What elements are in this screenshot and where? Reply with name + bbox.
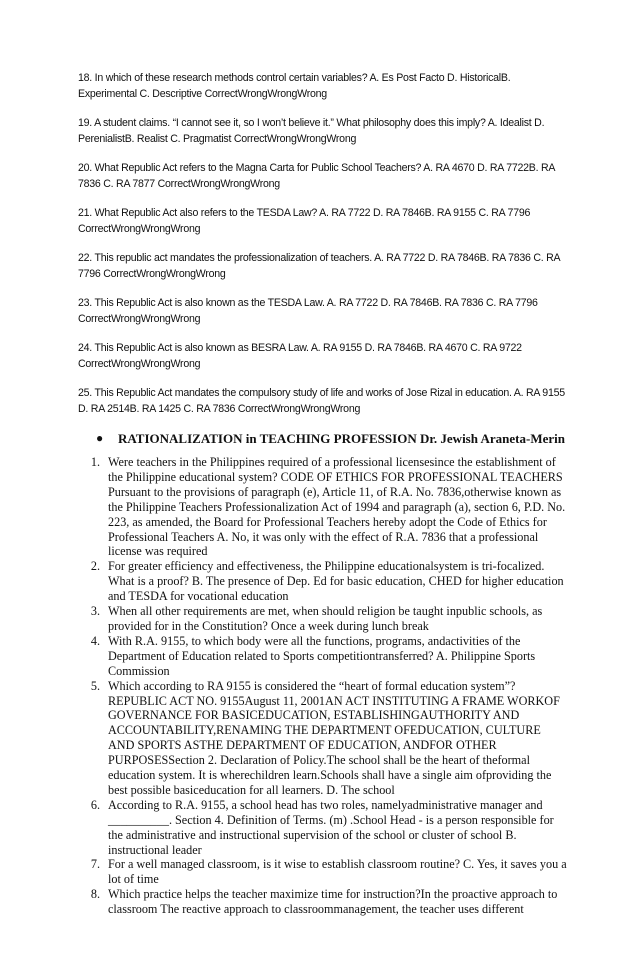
question-20: 20. What Republic Act refers to the Magna Carta for Public School Teachers? A. RA 4670 D. RA 7722B. RA 7836 C. RA 7877 CorrectWrongWrongWrong: [78, 162, 555, 190]
question-23: 23. This Republic Act is also known as the TESDA Law. A. RA 7722 D. RA 7846B. RA 7836 C. RA 7796 CorrectWrongWrongWrong: [78, 297, 538, 325]
item-text: For a well managed classroom, is it wise to establish classroom routine? C. Yes, it saves you a lot of time: [108, 857, 567, 887]
item-text: With R.A. 9155, to which body were all the functions, programs, andactivities of the Department of Education related to Sports competitiontransferred? A. Philippine Sports Commission: [108, 633, 536, 678]
bullet-icon: ●: [96, 431, 104, 445]
list-item: [78, 559, 580, 604]
item-text: Which practice helps the teacher maximize time for instruction?In the proactive approach to classroom The reactive approach to classroommanagement, the teacher uses different: [108, 887, 558, 917]
item-number: 6.: [90, 797, 100, 812]
item-text: Were teachers in the Philippines required of a professional licensesince the establishment of the Philippine educational system? CODE OF ETHICS FOR PROFESSIONAL TEACHERS Pursuant to the provisions of paragraph (e), Article 11, of R.A. No. 7836,otherwise known as the Philippine Teachers Professionalization Act of 1994 and paragraph (a), section 6, P.D. No. 223, as amended, the Board for Professional Teachers hereby adopt the Code of Ethics for Professional Teachers A. No, it was only with the effect of R.A. 7836 that a professional license was required: [108, 455, 566, 559]
item-number: 2.: [90, 559, 100, 574]
section-heading: RATIONALIZATION in TEACHING PROFESSION Dr. Jewish Araneta-Merin: [118, 431, 565, 446]
section-heading-row: [96, 430, 580, 447]
question-25: 25. This Republic Act mandates the compulsory study of life and works of Jose Rizal in education. A. RA 9155 D. RA 2514B. RA 1425 C. RA 7836 CorrectWrongWrongWrong: [78, 387, 565, 415]
question-list: [78, 70, 580, 417]
question-22: 22. This republic act mandates the professionalization of teachers. A. RA 7722 D. RA 7846B. RA 7836 C. RA 7796 CorrectWrongWrongWrong: [78, 252, 560, 280]
question-18: 18. In which of these research methods control certain variables? A. Es Post Facto D. HistoricalB. Experimental C. Descriptive CorrectWrongWrongWrong: [78, 72, 511, 100]
question-21: 21. What Republic Act also refers to the TESDA Law? A. RA 7722 D. RA 7846B. RA 9155 C. RA 7796 CorrectWrongWrongWrong: [78, 207, 531, 235]
list-item: [78, 634, 580, 679]
item-number: 7.: [90, 857, 100, 872]
question-24: 24. This Republic Act is also known as BESRA Law. A. RA 9155 D. RA 7846B. RA 4670 C. RA 9722 CorrectWrongWrongWrong: [78, 342, 522, 370]
list-item: [78, 455, 580, 559]
item-text: For greater efficiency and effectiveness, the Philippine educationalsystem is tri-focalized. What is a proof? B. The presence of Dep. Ed for basic education, CHED for higher education and TESDA for vocational education: [108, 559, 564, 604]
list-item: [78, 887, 580, 917]
list-item: [78, 679, 580, 798]
item-number: 3.: [90, 604, 100, 619]
list-item: [78, 857, 580, 887]
numbered-list: [78, 455, 580, 917]
item-number: 5.: [90, 678, 100, 693]
item-text: When all other requirements are met, when should religion be taught inpublic schools, as provided for in the Constitution? Once a week during lunch break: [108, 604, 543, 633]
item-number: 8.: [90, 887, 100, 902]
item-text: According to R.A. 9155, a school head has two roles, namelyadministrative manager and __________. Section 4. Definition of Terms. (m) .School Head - is a person responsible for the administrative and instructional supervision of the school or cluster of school B. instructional leader: [108, 797, 554, 857]
list-item: [78, 798, 580, 858]
list-item: [78, 604, 580, 634]
item-text: Which according to RA 9155 is considered the “heart of formal education system”?REPUBLIC ACT NO. 9155August 11, 2001AN ACT INSTITUTING A FRAME WORKOF GOVERNANCE FOR BASICEDUCATION, ESTABLISHINGAUTHORITY AND ACCOUNTABILITY,RENAMING THE DEPARTMENT OFEDUCATION, CULTURE AND SPORTS ASTHE DEPARTMENT OF EDUCATION, ANDFOR OTHER PURPOSESSection 2. Declaration of Policy.The school shall be the heart of theformal education system. It is wherechildren learn.Schools shall have a single aim ofproviding the best possible basiceducation for all learners. D. The school: [108, 678, 560, 797]
question-19: 19. A student claims. “I cannot see it, so I won’t believe it.” What philosophy does this imply? A. Idealist D. PerenialistB. Realist C. Pragmatist CorrectWrongWrongWrong: [78, 117, 545, 145]
item-number: 1.: [90, 455, 100, 469]
item-number: 4.: [90, 633, 100, 648]
